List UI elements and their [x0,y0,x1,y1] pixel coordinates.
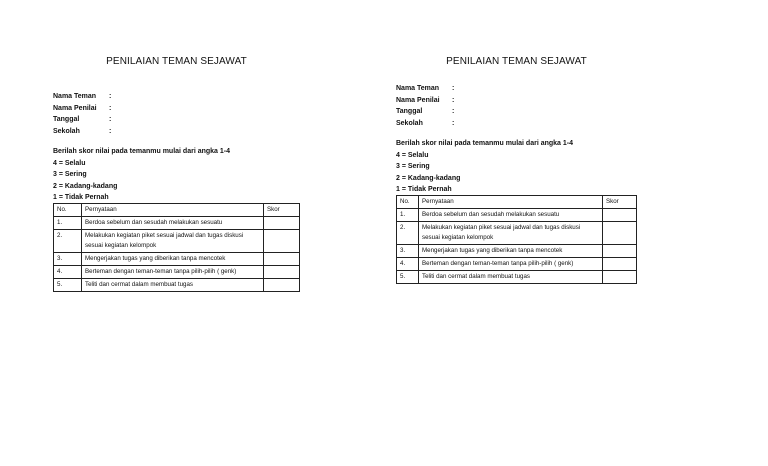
header-pernyataan: Pernyataan [82,203,264,216]
field-colon: : [109,127,112,135]
row-score-cell[interactable] [264,252,300,265]
table-row [54,216,300,229]
header-skor: Skor [603,195,637,208]
row-statement: Teliti dan cermat dalam membuat tugas [419,270,603,283]
table-row [397,257,637,270]
form-title: PENILAIAN TEMAN SEJAWAT [446,56,587,67]
scale-item: 3 = Sering [53,171,87,178]
field-label: Tanggal [53,116,80,123]
row-no: 5. [54,278,82,291]
field-colon: : [452,85,455,92]
instruction-text: Berilah skor nilai pada temanmu mulai dari angka 1-4 [396,140,574,147]
header-pernyataan: Pernyataan [419,195,603,208]
row-score-cell[interactable] [264,278,300,291]
identity-fields [396,83,637,129]
table-row [54,252,300,265]
assessment-table [396,195,637,284]
scale-item: 3 = Sering [396,163,430,170]
field-colon: : [452,119,455,127]
table-row [54,278,300,291]
table-row [54,229,300,252]
field-label: Sekolah [396,119,423,127]
score-instructions [53,146,300,204]
field-row-sekolah [396,118,637,130]
scale-item: 4 = Selalu [53,159,86,167]
row-no: 3. [54,252,82,265]
field-label: Tanggal [396,108,423,115]
table-header-row [397,195,637,208]
table-row [54,265,300,278]
row-score-cell[interactable] [603,257,637,270]
table-row [397,221,637,244]
row-statement: Mengerjakan tugas yang diberikan tanpa mencotek [82,252,264,265]
row-no: 1. [397,208,419,221]
row-no: 2. [397,221,419,244]
row-statement: Mengerjakan tugas yang diberikan tanpa mencotek [419,244,603,257]
field-row-nama-teman [396,83,637,95]
field-row-nama-penilai [396,95,637,107]
field-colon: : [109,93,112,100]
row-score-cell[interactable] [603,244,637,257]
row-statement: Berdoa sebelum dan sesudah melakukan sesuatu [82,216,264,229]
field-label: Nama Teman [53,93,97,100]
row-no: 2. [54,229,82,252]
row-score-cell[interactable] [603,208,637,221]
scale-item: 2 = Kadang-kadang [396,174,461,182]
field-row-nama-penilai [53,103,300,115]
table-row [397,270,637,283]
row-no: 3. [397,244,419,257]
field-label: Sekolah [53,127,80,135]
instruction-text: Berilah skor nilai pada temanmu mulai dari angka 1-4 [53,148,231,155]
row-score-cell[interactable] [264,265,300,278]
table-row [397,208,637,221]
row-statement: Melakukan kegiatan piket sesuai jadwal dan tugas diskusi sesuai kegiatan kelompok [419,221,603,244]
field-colon: : [109,104,112,112]
field-row-nama-teman [53,91,300,103]
scale-item: 1 = Tidak Pernah [396,186,452,193]
form-title: PENILAIAN TEMAN SEJAWAT [106,56,247,67]
row-score-cell[interactable] [603,221,637,244]
peer-assessment-form-right [396,56,637,284]
row-statement: Melakukan kegiatan piket sesuai jadwal dan tugas diskusi sesuai kegiatan kelompok [82,229,264,252]
field-row-tanggal [53,114,300,126]
scale-item: 2 = Kadang-kadang [53,182,118,190]
peer-assessment-form-left [53,56,300,292]
field-row-sekolah [53,126,300,138]
row-statement: Berdoa sebelum dan sesudah melakukan sesuatu [419,208,603,221]
header-no: No. [54,203,82,216]
score-instructions [396,138,637,196]
row-statement: Berteman dengan teman-teman tanpa pilih-pilih ( genk) [82,265,264,278]
field-colon: : [452,96,455,104]
field-row-tanggal [396,106,637,118]
field-label: Nama Penilai [53,104,97,112]
table-header-row [54,203,300,216]
row-no: 5. [397,270,419,283]
field-colon: : [109,116,112,123]
scale-item: 4 = Selalu [396,151,429,159]
row-score-cell[interactable] [603,270,637,283]
field-colon: : [452,108,455,115]
row-no: 4. [397,257,419,270]
header-skor: Skor [264,203,300,216]
row-no: 4. [54,265,82,278]
row-no: 1. [54,216,82,229]
scale-item: 1 = Tidak Pernah [53,194,109,201]
identity-fields [53,91,300,137]
table-row [397,244,637,257]
row-score-cell[interactable] [264,216,300,229]
row-statement: Teliti dan cermat dalam membuat tugas [82,278,264,291]
header-no: No. [397,195,419,208]
row-score-cell[interactable] [264,229,300,252]
assessment-table [53,203,300,292]
row-statement: Berteman dengan teman-teman tanpa pilih-pilih ( genk) [419,257,603,270]
field-label: Nama Teman [396,85,440,92]
field-label: Nama Penilai [396,96,440,104]
